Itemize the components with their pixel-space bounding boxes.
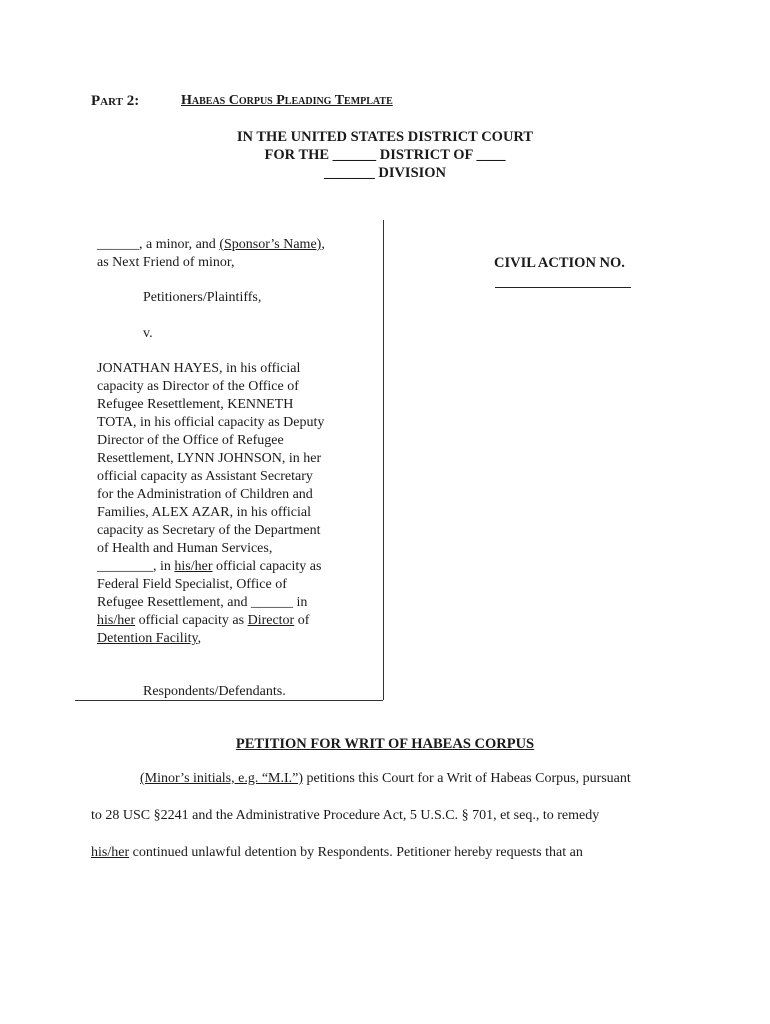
respondent-line: capacity as Secretary of the Department bbox=[97, 523, 321, 538]
spacer bbox=[97, 648, 372, 683]
case-caption-parties bbox=[97, 236, 372, 701]
respondent-line bbox=[97, 630, 372, 648]
respondent-line: of Health and Human Services, bbox=[97, 541, 273, 556]
petitioner-line bbox=[97, 236, 372, 254]
spacer bbox=[97, 307, 372, 325]
minor-initials-placeholder: (Minor’s initials, e.g. “M.I.”) bbox=[140, 771, 304, 786]
petitioner-suffix: , bbox=[321, 237, 325, 252]
next-friend-line: as Next Friend of minor, bbox=[97, 255, 235, 270]
text-fragment: official capacity as bbox=[212, 559, 322, 574]
spacer bbox=[97, 343, 372, 360]
respondent-line: JONATHAN HAYES, in his official bbox=[97, 361, 301, 376]
respondent-line: for the Administration of Children and bbox=[97, 487, 313, 502]
text-fragment: , bbox=[197, 631, 202, 646]
respondent-line: capacity as Director of the Office of bbox=[97, 379, 299, 394]
court-line-1: IN THE UNITED STATES DISTRICT COURT bbox=[236, 129, 534, 145]
court-line-2: FOR THE ______ DISTRICT OF ____ bbox=[264, 147, 506, 163]
spacer bbox=[97, 272, 372, 289]
part-title: Habeas Corpus Pleading Template bbox=[181, 93, 393, 108]
caption-bottom-rule bbox=[75, 700, 383, 701]
respondent-line: Federal Field Specialist, Office of bbox=[97, 577, 287, 592]
respondent-line: TOTA, in his official capacity as Deputy bbox=[97, 415, 325, 430]
petition-body-line-3 bbox=[91, 845, 583, 861]
text-fragment: ________, in bbox=[97, 559, 175, 574]
director-placeholder: Director bbox=[247, 613, 295, 628]
sponsor-name-placeholder: (Sponsor’s Name) bbox=[219, 237, 322, 252]
civil-action-number-blank bbox=[495, 287, 631, 288]
respondent-line bbox=[97, 612, 372, 630]
text-fragment: petitions this Court for a Writ of Habeas Corpus, pursuant bbox=[303, 771, 631, 786]
petition-body-line-2: to 28 USC §2241 and the Administrative Procedure Act, 5 U.S.C. § 701, et seq., to remedy bbox=[91, 808, 600, 823]
respondent-line: Refugee Resettlement, KENNETH bbox=[97, 397, 294, 412]
his-her-placeholder: his/her bbox=[91, 845, 130, 860]
text-fragment: official capacity as bbox=[135, 613, 248, 628]
text-fragment: continued unlawful detention by Respondents. Petitioner hereby requests that an bbox=[129, 845, 583, 860]
respondent-line: Director of the Office of Refugee bbox=[97, 433, 284, 448]
court-heading bbox=[0, 128, 770, 182]
versus-label: v. bbox=[143, 326, 153, 341]
caption-vertical-rule bbox=[383, 220, 384, 700]
petitioners-label: Petitioners/Plaintiffs, bbox=[143, 290, 262, 305]
his-her-placeholder: his/her bbox=[97, 613, 136, 628]
court-line-3: _______ DIVISION bbox=[323, 165, 447, 181]
respondent-line: Refugee Resettlement, and ______ in bbox=[97, 595, 308, 610]
civil-action-label: CIVIL ACTION NO. bbox=[494, 255, 625, 271]
his-her-placeholder: his/her bbox=[174, 559, 213, 574]
text-fragment: of bbox=[294, 613, 310, 628]
respondent-line: Families, ALEX AZAR, in his official bbox=[97, 505, 312, 520]
respondent-line bbox=[97, 558, 372, 576]
respondent-line: Resettlement, LYNN JOHNSON, in her bbox=[97, 451, 322, 466]
detention-facility-placeholder: Detention Facility bbox=[97, 631, 198, 646]
respondent-line: official capacity as Assistant Secretary bbox=[97, 469, 313, 484]
petition-title: PETITION FOR WRIT OF HABEAS CORPUS bbox=[235, 736, 535, 752]
petitioner-prefix: ______, a minor, and bbox=[97, 237, 220, 252]
petition-body-line-1 bbox=[140, 771, 631, 787]
respondents-label: Respondents/Defendants. bbox=[143, 684, 286, 699]
part-label: Part 2: bbox=[91, 93, 140, 109]
